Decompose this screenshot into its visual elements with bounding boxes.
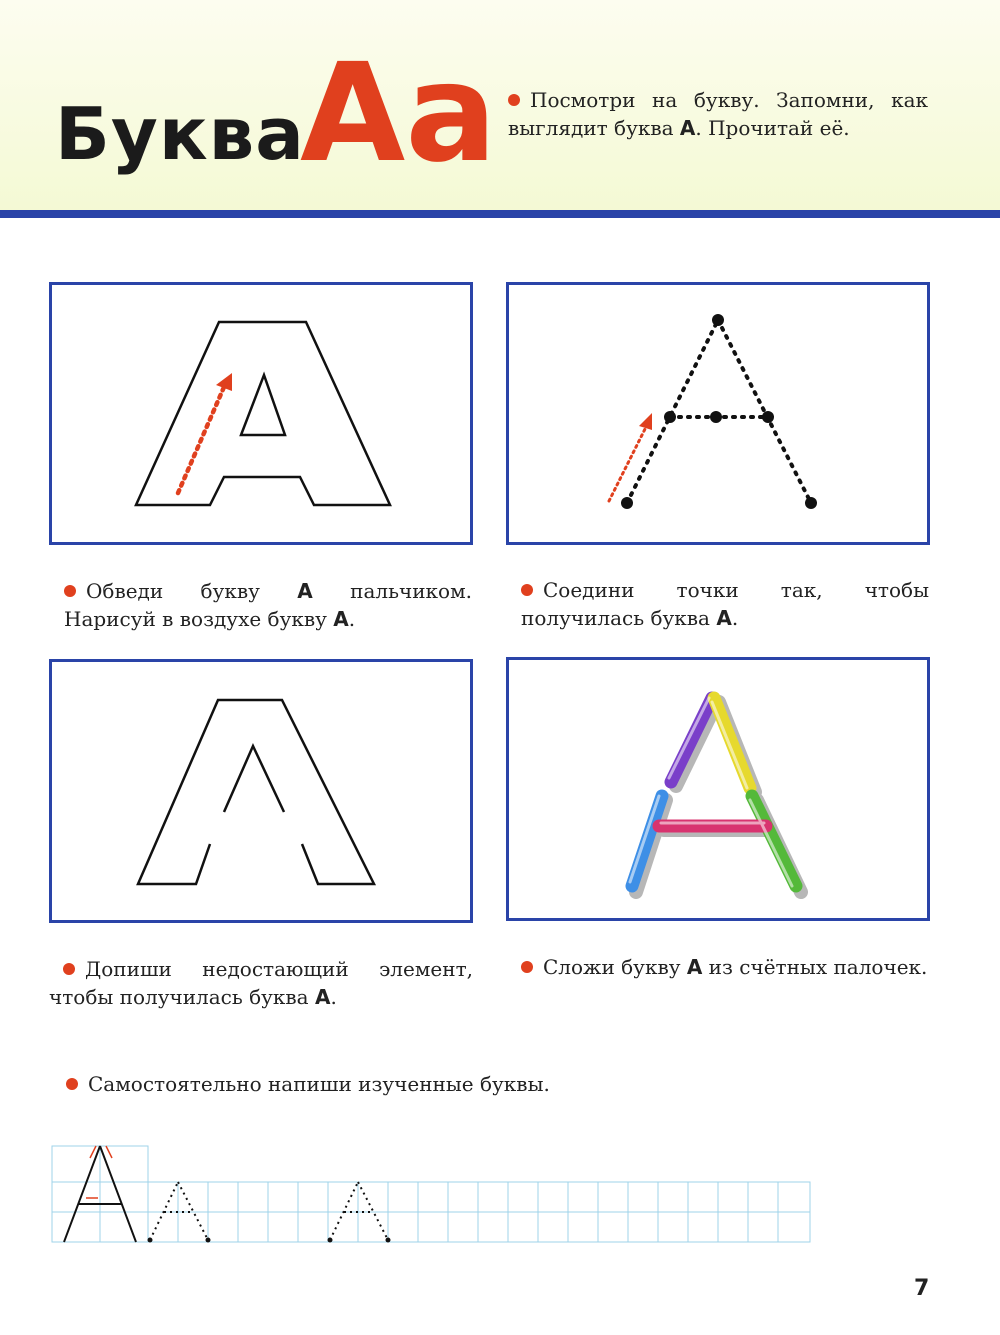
counting-stick-icon	[509, 660, 933, 924]
exercise-box-trace	[49, 282, 473, 545]
bullet-icon	[63, 963, 75, 975]
task-caption-2: Соедини точки так, чтобы получилась буква А.	[521, 578, 929, 630]
bullet-icon	[64, 585, 76, 597]
task-caption-3: Допиши недостающий элемент, чтобы получилась буква А.	[49, 957, 473, 1009]
page-title: Буква	[55, 92, 305, 176]
page-number: 7	[914, 1276, 930, 1301]
exercise-box-sticks	[506, 657, 930, 921]
bullet-icon	[508, 94, 520, 106]
task-caption-4: Сложи букву А из счётных палочек.	[508, 953, 930, 981]
task-caption-1: Обведи букву А пальчиком. Нарисуй в воздухе букву А.	[64, 579, 472, 631]
bullet-icon	[521, 961, 533, 973]
dotted-letter-a	[509, 285, 933, 548]
outline-letter-a-trace	[52, 285, 476, 548]
dot-icon	[621, 314, 817, 509]
writing-grid-lines	[48, 1140, 818, 1246]
exercise-box-complete	[49, 659, 473, 923]
bullet-icon	[66, 1078, 78, 1090]
writing-task-caption: Самостоятельно напиши изученные буквы.	[66, 1070, 550, 1098]
writing-grid[interactable]	[48, 1140, 818, 1250]
title-letters: Аа	[300, 35, 498, 193]
bullet-icon	[521, 584, 533, 596]
dotted-arrow-icon	[609, 413, 652, 501]
incomplete-letter-a	[52, 662, 476, 926]
exercise-box-dots	[506, 282, 930, 545]
dotted-trace-letters	[150, 1182, 388, 1240]
intro-text: Посмотри на букву. Запомни, как выглядит буква А. Прочитай её.	[508, 88, 928, 140]
header-divider	[0, 210, 1000, 218]
